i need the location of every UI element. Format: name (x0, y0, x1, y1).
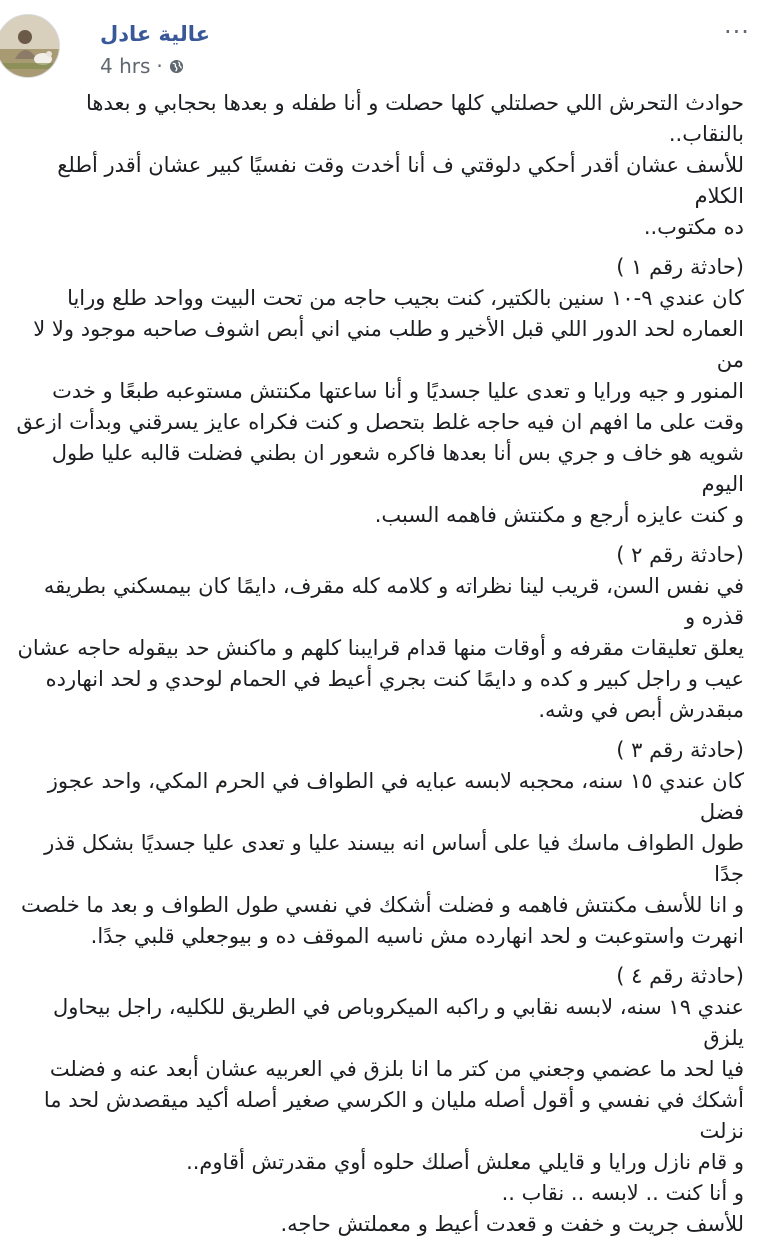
incident-title: (حادثة رقم ١ ) (616, 255, 744, 279)
text-line: شويه هو خاف و جري بس أنا بعدها فاكره شعور ان بطني فضلت قالبه عليا طول اليوم (51, 441, 744, 496)
globe-icon[interactable] (169, 59, 184, 74)
text-line: فيا لحد ما عضمي وجعني من كتر ما انا بلزق في العربيه عشان أبعد عنه و فضلت (49, 1057, 744, 1081)
avatar[interactable] (0, 14, 60, 78)
text-line: كان عندي ١٥ سنه، محجبه لابسه عبايه في الطواف في الحرم المكي، واحد عجوز فضل (47, 769, 744, 824)
text-line: وقت على ما افهم ان فيه حاجه غلط بتحصل و كنت فكراه عايز يسرقني وبدأت ازعق (16, 410, 744, 434)
incident-title: (حادثة رقم ٢ ) (616, 543, 744, 567)
text-line: للأسف عشان أقدر أحكي دلوقتي ف أنا أخدت وقت نفسيًا كبير عشان أقدر أطلع الكلام (57, 153, 744, 208)
incident-3 (10, 735, 744, 952)
text-line: بالنقاب.. (668, 122, 744, 146)
text-line: كان عندي ٩-١٠ سنين بالكتير، كنت بجيب حاجه من تحت البيت وواحد طلع ورايا (67, 286, 744, 310)
text-line: العماره لحد الدور اللي قبل الأخير و طلب مني اني أبص اشوف صاحبه موجود ولا لا من (33, 317, 744, 372)
author-name[interactable]: عالية عادل (100, 22, 210, 46)
avatar-photo (0, 15, 59, 77)
separator-dot: · (156, 54, 163, 78)
text-line: يعلق تعليقات مقرفه و أوقات منها قدام قرايبنا كلهم و ماكنش حد بيقوله حاجه عشان (17, 636, 744, 660)
more-options-icon[interactable]: ··· (724, 18, 750, 46)
text-line: للأسف جريت و خفت و قعدت أعيط و معملتش حاجه. (280, 1212, 744, 1236)
timestamp[interactable]: 4 hrs (100, 54, 151, 78)
text-line: و كنت عايزه أرجع و مكنتش فاهمه السبب. (374, 503, 744, 527)
text-line: ده مكتوب.. (643, 215, 744, 239)
text-line: حوادث التحرش اللي حصلتلي كلها حصلت و أنا طفله و بعدها بحجابي و بعدها (85, 91, 744, 115)
text-line: عيب و راجل كبير و كده و دايمًا كنت بجري أعيط في الحمام لوحدي و لحد انهارده (45, 667, 744, 691)
text-line: انهرت واستوعبت و لحد انهارده مش ناسيه الموقف ده و بيوجعلي قلبي جدًا. (90, 924, 744, 948)
text-line: المنور و جيه ورايا و تعدى عليا جسديًا و أنا ساعتها مكنتش مستوعبه طبعًا و خدت (52, 379, 744, 403)
post-intro (10, 88, 744, 243)
incident-title: (حادثة رقم ٣ ) (616, 738, 744, 762)
post-body (10, 88, 744, 1240)
text-line: في نفس السن، قريب لينا نظراته و كلامه كله مقرف، دايمًا كان بيمسكني بطريقه قذره و (43, 574, 744, 629)
text-line: و انا للأسف مكنتش فاهمه و فضلت أشكك في نفسي طول الطواف و بعد ما خلصت (20, 893, 744, 917)
text-line: طول الطواف ماسك فيا على أساس انه بيسند عليا و تعدى عليا جسديًا بشكل قذر جدًا (44, 831, 744, 886)
incident-title: (حادثة رقم ٤ ) (616, 964, 744, 988)
incident-1 (10, 252, 744, 531)
post-header (12, 12, 750, 78)
text-line: و أنا كنت .. لابسه .. نقاب .. (501, 1181, 744, 1205)
text-line: أشكك في نفسي و أقول أصله مليان و الكرسي صغير أصله أكيد ميقصدش لحد ما نزلت (43, 1088, 744, 1143)
text-line: عندي ١٩ سنه، لابسه نقابي و راكبه الميكروباص في الطريق للكليه، راجل بيحاول يلزق (53, 995, 744, 1050)
post-meta (100, 54, 184, 78)
text-line: مبقدرش أبص في وشه. (538, 698, 744, 722)
incident-2 (10, 540, 744, 726)
incident-4 (10, 961, 744, 1240)
text-line: و قام نازل ورايا و قايلي معلش أصلك حلوه أوي مقدرتش أقاوم.. (186, 1150, 744, 1174)
